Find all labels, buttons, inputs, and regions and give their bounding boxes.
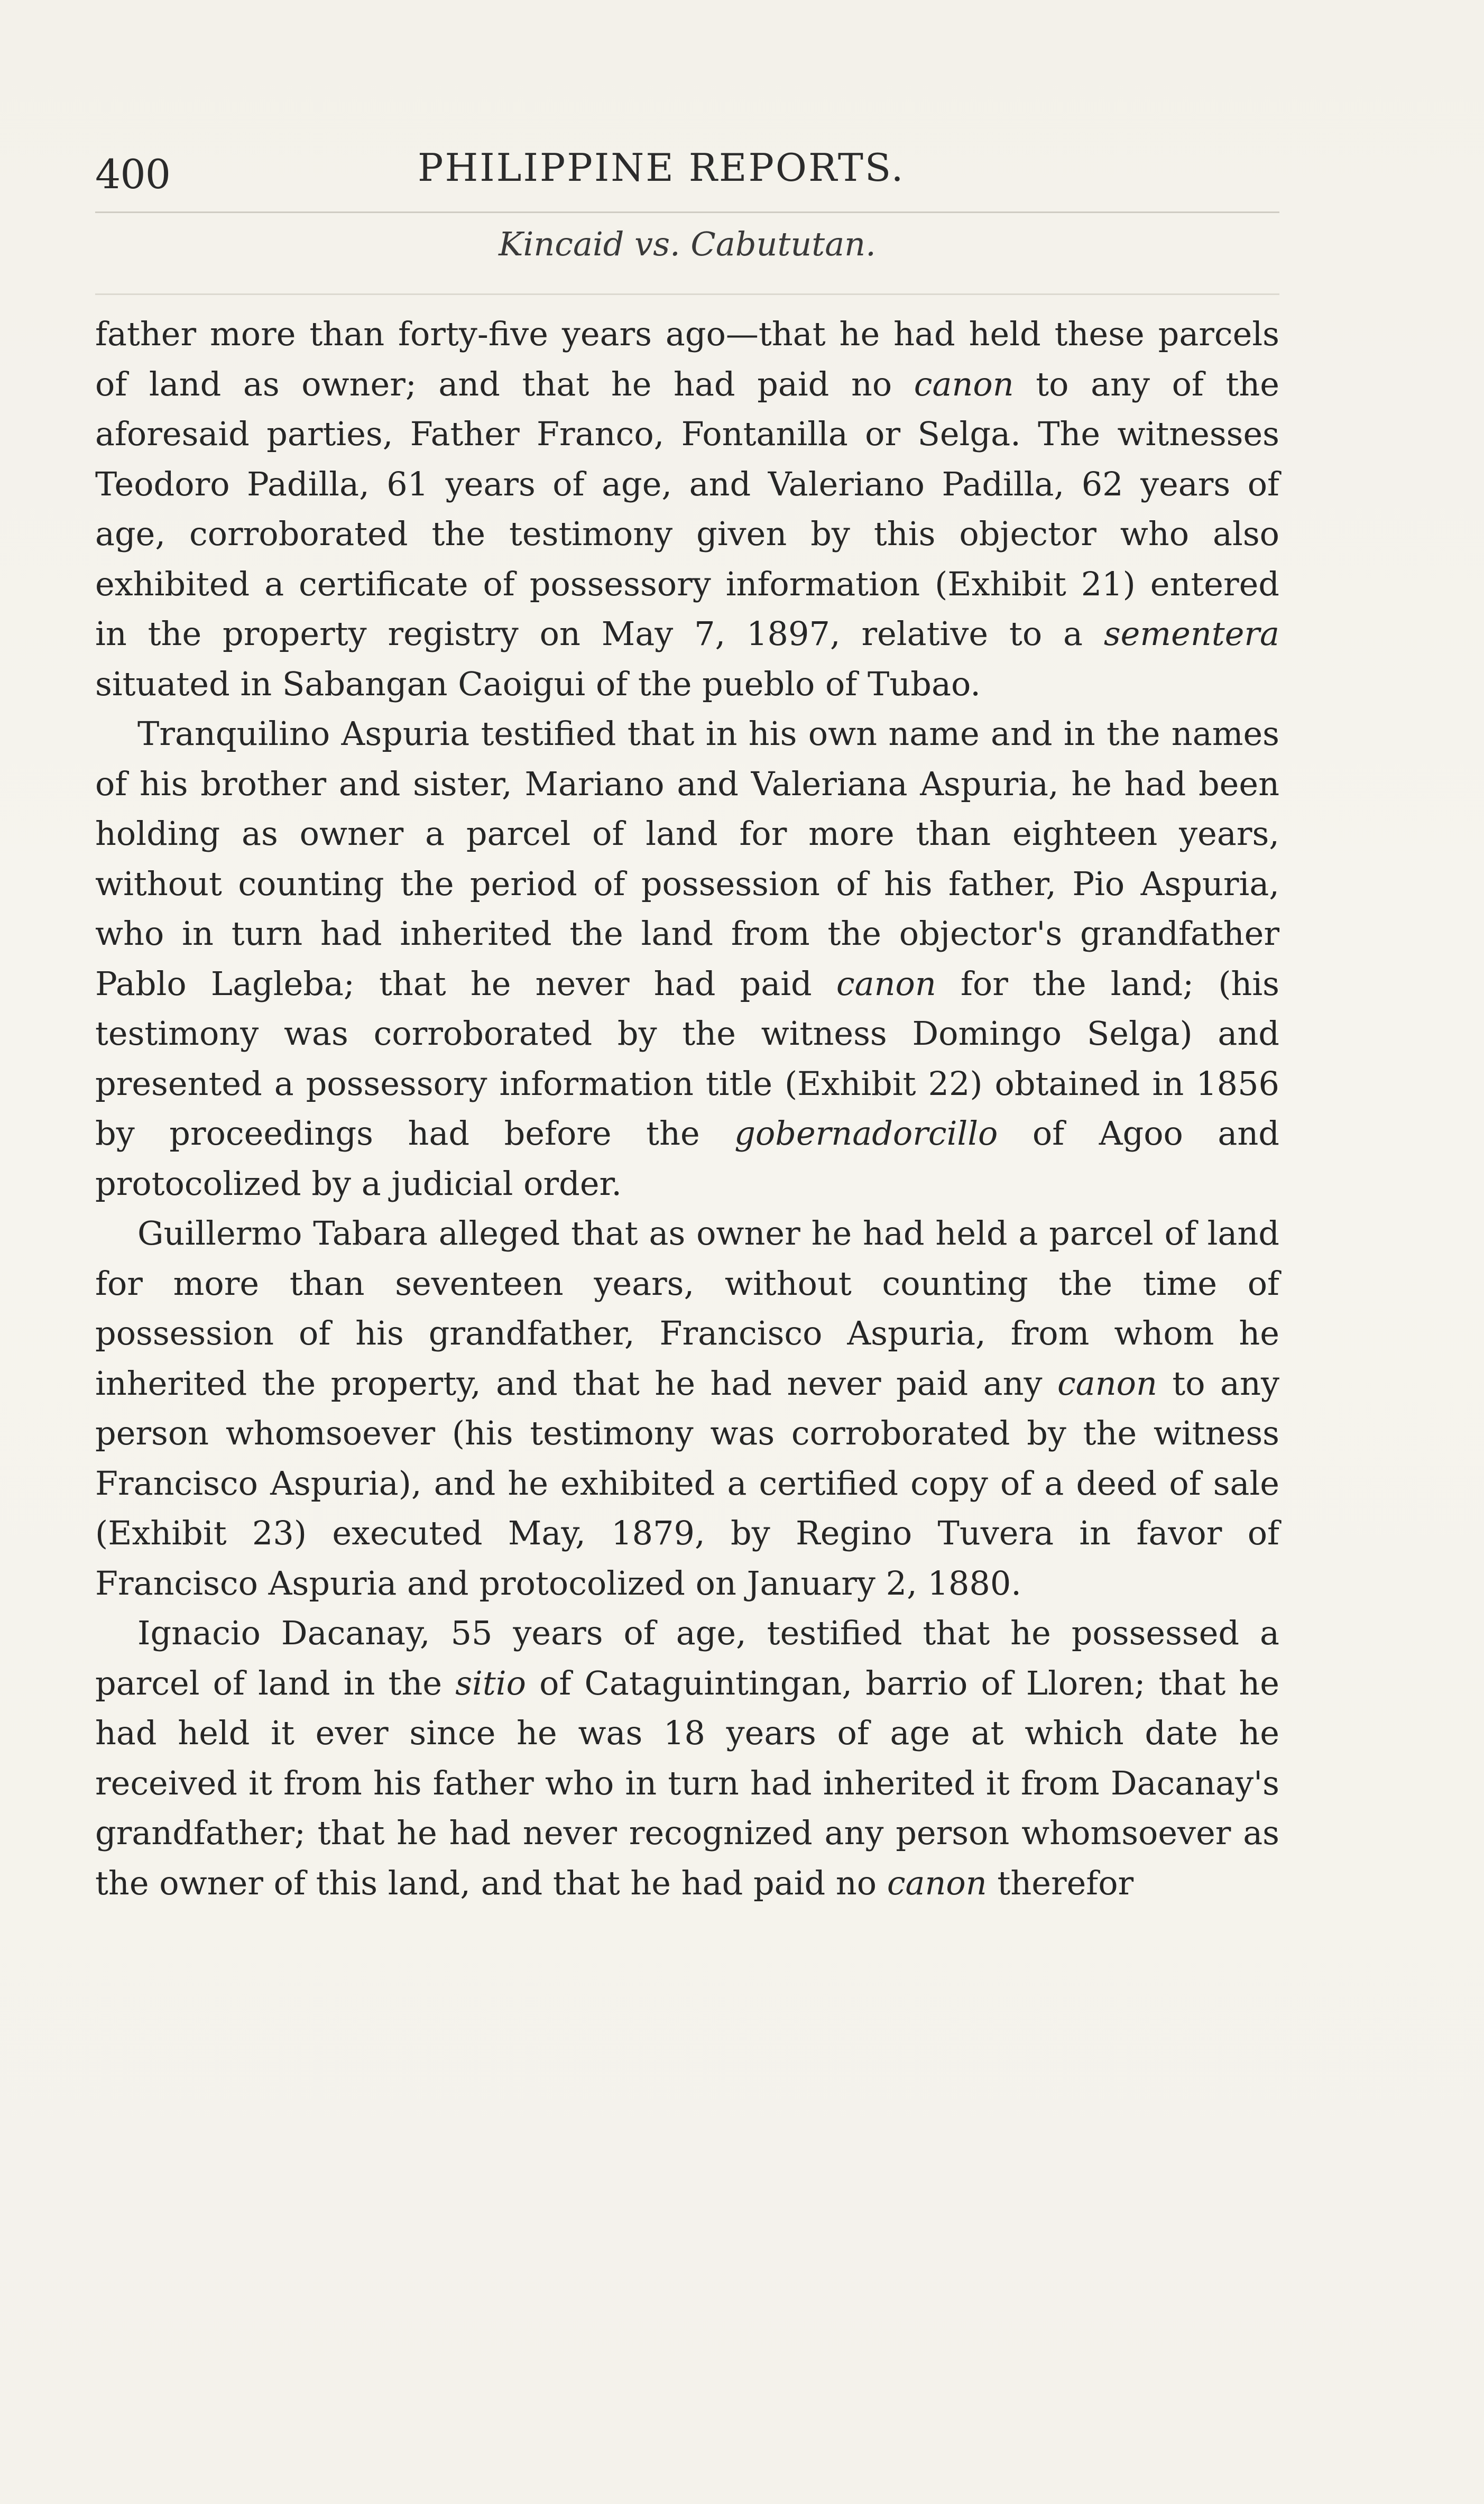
body-text: [95, 309, 1279, 1908]
text-run: Guillermo Tabara alleged that as owner he had held a parcel of land for more than seventeen years, without counting the time of possession of his grandfather, Francisco Aspuria, from whom he inherited the property, and that he had never paid any: [95, 1214, 1279, 1403]
case-caption: Kincaid vs. Cabututan.: [499, 225, 876, 263]
text-run: Ignacio Dacanay, 55 years of age, testified that he possessed a parcel of land in the: [95, 1614, 1279, 1702]
text-run: father more than forty-five years ago—that he had held these parcels of land as owner; and that he had paid no: [95, 315, 1279, 403]
paragraph: [95, 1608, 1279, 1908]
italic-term: gobernadorcillo: [734, 1114, 998, 1153]
text-run: to any of the aforesaid parties, Father Franco, Fontanilla or Selga. The witnesses Teodoro Padilla, 61 years of age, and Valeriano Padilla, 62 years of age, corroborated the testimony given by this objector who also exhibited a certificate of possessory information (Exhibit 21) entered in the property registry on May 7, 1897, relative to a: [95, 364, 1279, 653]
italic-term: canon: [836, 964, 936, 1003]
text-run: for the land; (his testimony was corroborated by the witness Domingo Selga) and presented a possessory information title (Exhibit 22) obtained in 1856 by proceedings had before the: [95, 964, 1279, 1153]
page-number: 400: [95, 151, 171, 198]
paragraph: [95, 309, 1279, 709]
text-run: of Agoo and protocolized by a judicial order.: [95, 1114, 1279, 1203]
italic-term: sementera: [1103, 614, 1279, 653]
paragraph: [95, 709, 1279, 1209]
italic-term: canon: [914, 364, 1014, 403]
italic-term: sitio: [455, 1663, 526, 1702]
paragraph: [95, 1209, 1279, 1608]
text-run: therefor: [987, 1863, 1134, 1902]
italic-term: canon: [887, 1863, 987, 1902]
text-run: of Cataguintingan, barrio of Lloren; that he had held it ever since he was 18 years of age at which date he received it from his father who in turn had inherited it from Dacanay's grandfather; that he had never recognized any person whomsoever as the owner of this land, and that he had paid no: [95, 1663, 1279, 1902]
header-rule: [95, 211, 1279, 213]
caption-rule: [95, 293, 1279, 295]
page-header: [95, 140, 1279, 214]
text-run: to any person whomsoever (his testimony was corroborated by the witness Francisco Aspuria), and he exhibited a certified copy of a deed of sale (Exhibit 23) executed May, 1879, by Regino Tuvera in favor of Francisco Aspuria and protocolized on January 2, 1880.: [95, 1364, 1279, 1603]
italic-term: canon: [1057, 1364, 1157, 1403]
running-title: PHILIPPINE REPORTS.: [418, 145, 905, 190]
text-run: situated in Sabangan Caoigui of the pueblo of Tubao.: [95, 664, 981, 703]
text-run: Tranquilino Aspuria testified that in his own name and in the names of his brother and sister, Mariano and Valeriana Aspuria, he had been holding as owner a parcel of land for more than eighteen years, without counting the period of possession of his father, Pio Aspuria, who in turn had inherited the land from the objector's grandfather Pablo Lagleba; that he never had paid: [95, 714, 1279, 1003]
